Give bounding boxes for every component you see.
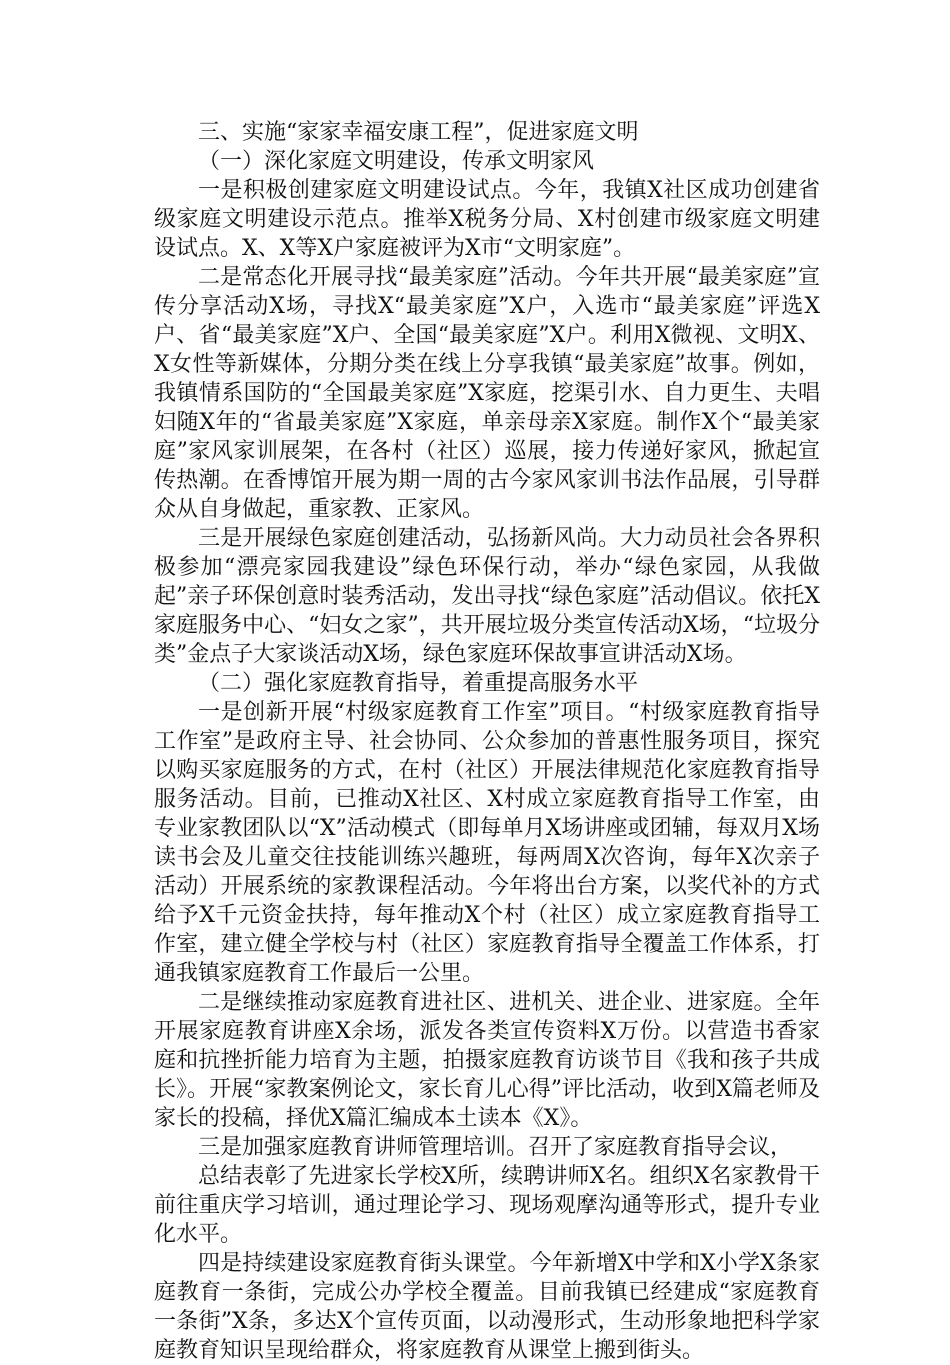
subsection-title-2: （二）强化家庭教育指导，着重提高服务水平 [198, 671, 639, 696]
paragraph-2: 二是常态化开展寻找“最美家庭”活动。今年共开展“最美家庭”宣传分享活动X场，寻找X“最美家庭”X户，入选市“最美家庭”评选X户、省“最美家庭”X户、全国“最美家庭”X户。利用X微视、文明X、X女性等新媒体，分期分类在线上分享我镇“最美家庭”故事。例如，我镇情系国防的“全国最美家庭”X家庭，挖渠引水、自力更生、夫唱妇随X年的“省最美家庭”X家庭，单亲母亲X家庭。制作X个“最美家庭”家风家训展架，在各村（社区）巡展，接力传递好家风，掀起宣传热潮。在香博馆开展为期一周的古今家风家训书法作品展，引导群众从自身做起，重家教、正家风。 [154, 265, 820, 522]
paragraph-3: 三是开展绿色家庭创建活动，弘扬新风尚。大力动员社会各界积极参加“漂亮家园我建设”绿色环保行动，举办“绿色家园，从我做起”亲子环保创意时装秀活动，发出寻找“绿色家庭”活动倡议。依托X家庭服务中心、“妇女之家”，共开展垃圾分类宣传活动X场，“垃圾分类”金点子大家谈活动X场，绿色家庭环保故事宣讲活动X场。 [154, 526, 820, 667]
paragraph-7: 总结表彰了先进家长学校X所，续聘讲师X名。组织X名家教骨干前往重庆学习培训，通过理论学习、现场观摩沟通等形式，提升专业化水平。 [154, 1164, 820, 1247]
paragraph-1: 一是积极创建家庭文明建设试点。今年，我镇X社区成功创建省级家庭文明建设示范点。推举X税务分局、X村创建市级家庭文明建设试点。X、X等X户家庭被评为X市“文明家庭”。 [154, 178, 820, 261]
paragraph-6: 三是加强家庭教育讲师管理培训。召开了家庭教育指导会议， [198, 1135, 793, 1160]
paragraph-5: 二是继续推动家庭教育进社区、进机关、进企业、进家庭。全年开展家庭教育讲座X余场，派发各类宣传资料X万份。以营造书香家庭和抗挫折能力培育为主题，拍摄家庭教育访谈节目《我和孩子共成长》。开展“家教案例论文，家长育儿心得”评比活动，收到X篇老师及家长的投稿，择优X篇汇编成本土读本《X》。 [154, 990, 820, 1131]
paragraph-8: 四是持续建设家庭教育街头课堂。今年新增X中学和X小学X条家庭教育一条街，完成公办学校全覆盖。目前我镇已经建成“家庭教育一条街”X条，多达X个宣传页面，以动漫形式，生动形象地把科学家庭教育知识呈现给群众，将家庭教育从课堂上搬到街头。 [154, 1251, 820, 1363]
paragraph-4: 一是创新开展“村级家庭教育工作室”项目。“村级家庭教育指导工作室”是政府主导、社会协同、公众参加的普惠性服务项目，探究以购买家庭服务的方式，在村（社区）开展法律规范化家庭教育指导服务活动。目前，已推动X社区、X村成立家庭教育指导工作室，由专业家教团队以“X”活动模式（即每单月X场讲座或团辅，每双月X场读书会及儿童交往技能训练兴趣班，每两周X次咨询，每年X次亲子活动）开展系统的家教课程活动。今年将出台方案，以奖代补的方式给予X千元资金扶持，每年推动X个村（社区）成立家庭教育指导工作室，建立健全学校与村（社区）家庭教育指导全覆盖工作体系，打通我镇家庭教育工作最后一公里。 [154, 700, 820, 986]
subsection-title-1: （一）深化家庭文明建设，传承文明家风 [198, 149, 595, 174]
document-body [154, 118, 820, 1365]
section-heading: 三、实施“家家幸福安康工程”，促进家庭文明 [198, 120, 639, 145]
